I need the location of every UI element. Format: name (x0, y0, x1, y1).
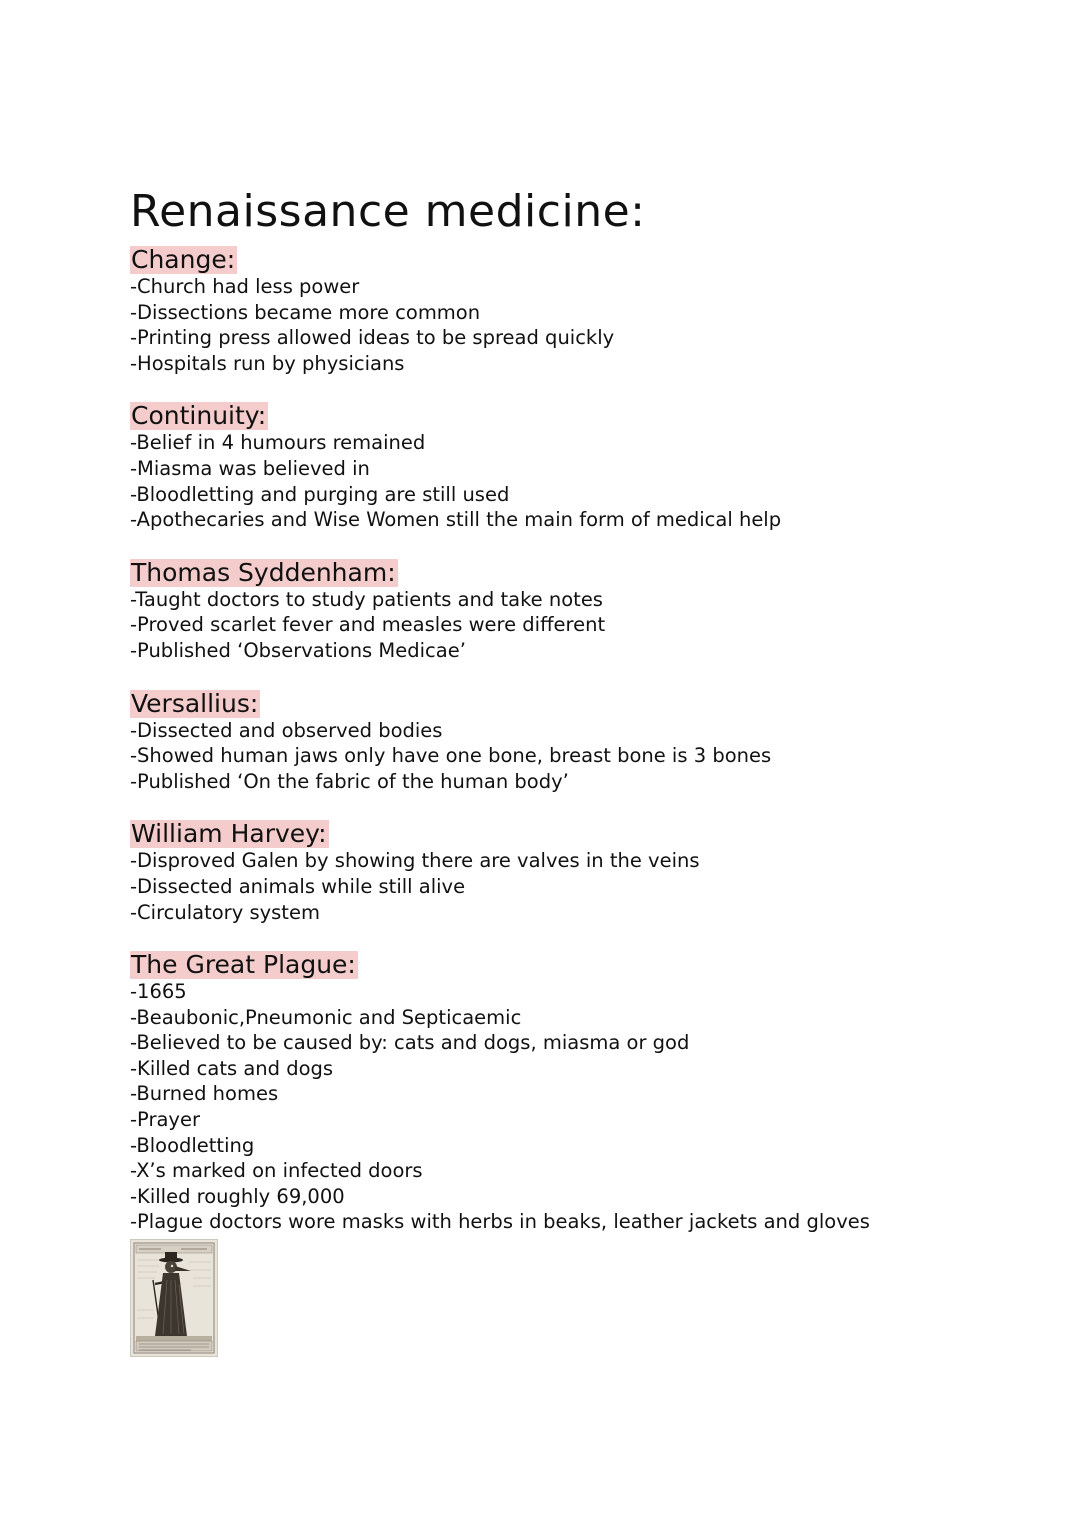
list-item: -Plague doctors wore masks with herbs in beaks, leather jackets and gloves (130, 1210, 870, 1234)
list-item: -Killed roughly 69,000 (130, 1184, 345, 1208)
list-item: -Disproved Galen by showing there are valves in the veins (130, 849, 700, 873)
list-item: -Circulatory system (130, 900, 320, 924)
list-item: -Church had less power (130, 275, 360, 298)
list-item: -Believed to be caused by: cats and dogs, miasma or god (130, 1031, 690, 1055)
section-heading: Continuity: (131, 401, 267, 431)
section-change (130, 246, 1030, 376)
section-heading: William Harvey: (131, 819, 327, 849)
bullet-list (130, 274, 1030, 376)
page-title: Renaissance medicine: (130, 186, 646, 237)
list-item: -Hospitals run by physicians (130, 351, 405, 375)
list-item: -Beaubonic,Pneumonic and Septicaemic (130, 1005, 522, 1029)
list-item: -Burned homes (130, 1082, 279, 1106)
list-item: -Belief in 4 humours remained (130, 431, 426, 455)
list-item: -Dissections became more common (130, 300, 481, 324)
section-william-harvey (130, 820, 1030, 925)
document-page (130, 186, 1030, 1357)
bullet-list (130, 848, 1030, 925)
section-heading: The Great Plague: (131, 950, 356, 980)
list-item: -Printing press allowed ideas to be spread quickly (130, 326, 615, 350)
section-great-plague (130, 951, 1030, 1235)
list-item: -Dissected and observed bodies (130, 718, 443, 742)
list-item: -Published ‘Observations Medicae’ (130, 638, 466, 662)
list-item: -Taught doctors to study patients and take notes (130, 587, 603, 611)
list-item: -Killed cats and dogs (130, 1056, 334, 1080)
list-item: -Miasma was believed in (130, 456, 370, 480)
bullet-list (130, 718, 1030, 795)
section-heading: Change: (131, 245, 236, 274)
list-item: -Dissected animals while still alive (130, 874, 466, 898)
list-item: -Proved scarlet fever and measles were different (130, 613, 606, 637)
list-item: -Apothecaries and Wise Women still the main form of medical help (130, 508, 782, 532)
section-versallius (130, 690, 1030, 795)
bullet-list (130, 430, 1030, 532)
list-item: -1665 (130, 980, 187, 1004)
list-item: -Bloodletting and purging are still used (130, 482, 510, 506)
list-item: -Prayer (130, 1108, 200, 1132)
list-item: -X’s marked on infected doors (130, 1159, 423, 1183)
bullet-list (130, 979, 1030, 1235)
list-item: -Showed human jaws only have one bone, breast bone is 3 bones (130, 744, 772, 768)
section-heading: Versallius: (131, 688, 259, 718)
section-heading: Thomas Syddenham: (131, 557, 396, 587)
section-continuity (130, 402, 1030, 532)
section-thomas-syddenham (130, 559, 1030, 664)
plague-doctor-engraving-image (130, 1239, 218, 1357)
list-item: -Published ‘On the fabric of the human body’ (130, 769, 569, 793)
list-item: -Bloodletting (130, 1133, 255, 1157)
bullet-list (130, 587, 1030, 664)
